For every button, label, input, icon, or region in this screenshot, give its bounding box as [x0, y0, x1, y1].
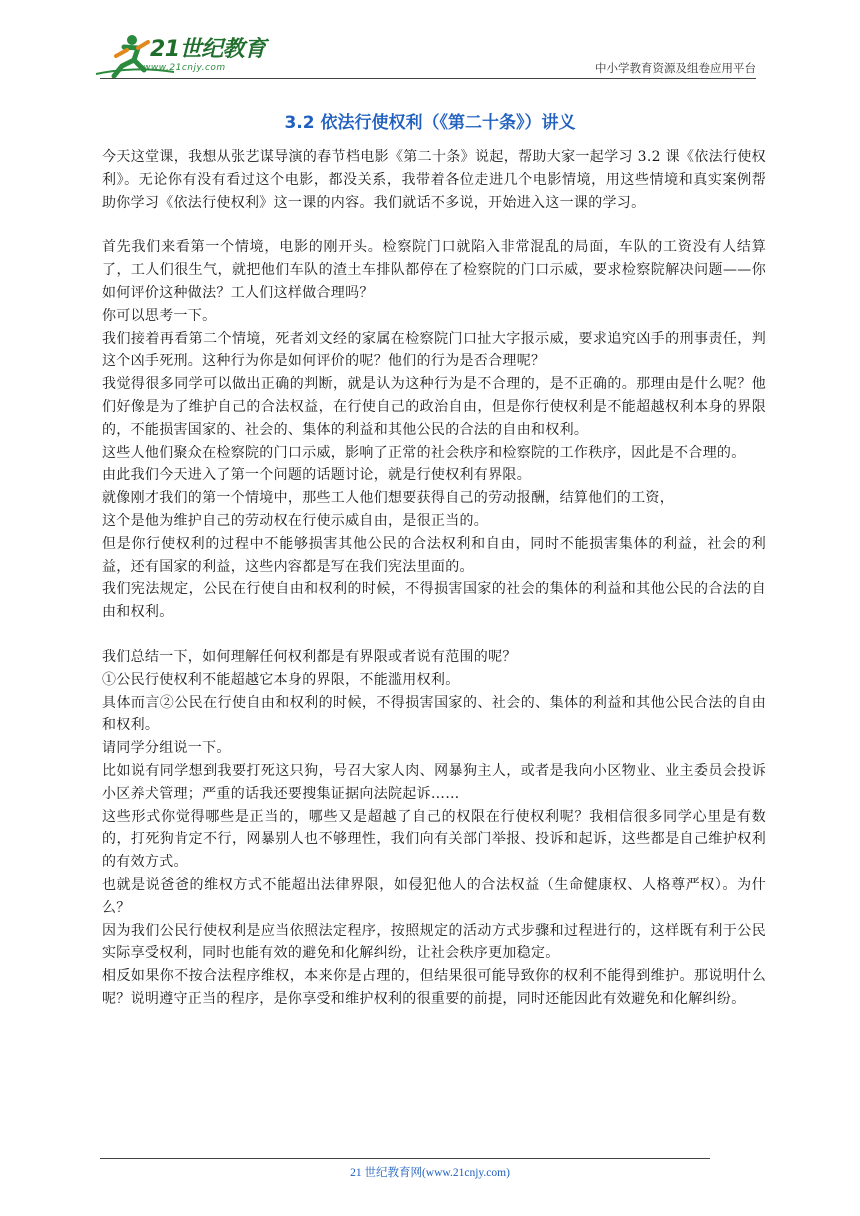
paragraph: 也就是说爸爸的维权方式不能超出法律界限，如侵犯他人的合法权益（生命健康权、人格尊严权）。为什么？: [102, 876, 766, 916]
paragraph: 这些人他们聚众在检察院的门口示威，影响了正常的社会秩序和检察院的工作秩序，因此是不合理的。: [102, 444, 746, 461]
paragraph: 比如说有同学想到我要打死这只狗，号召大家人肉、网暴狗主人，或者是我向小区物业、业主委员会投诉小区养犬管理；严重的话我还要搜集证据向法院起诉……: [102, 762, 766, 802]
paragraph: 我觉得很多同学可以做出正确的判断，就是认为这种行为是不合理的，是不正确的。那理由是什么呢？他们好像是为了维护自己的合法权益，在行使自己的政治自由，但是你行使权利是不能超越权利本身的界限的，不能损害国家的、社会的、集体的利益和其他公民的合法的自由和权利。: [102, 376, 766, 438]
paragraph: 我们总结一下，如何理解任何权利都是有界限或者说有范围的呢？: [102, 648, 517, 665]
document-title: 3.2 依法行使权利（《第二十条》）讲义: [284, 113, 576, 133]
logo-url: www.21cnjy.com: [143, 63, 226, 73]
paragraph: 就像刚才我们的第一个情境中，那些工人他们想要获得自己的劳动报酬，结算他们的工资，: [102, 490, 674, 507]
paragraph: 这些形式你觉得哪些是正当的，哪些又是超越了自己的权限在行使权利呢？我相信很多同学心里是有数的，打死狗肯定不行，网暴别人也不够理性，我们向有关部门举报、投诉和起诉，这些都是自己维护权利的有效方式。: [102, 808, 766, 871]
page-footer: 21 世纪教育网(www.21cnjy.com): [350, 1167, 510, 1179]
paragraph: 因为我们公民行使权利是应当依照法定程序，按照规定的活动方式步骤和过程进行的，这样既有利于公民实际享受权利，同时也能有效的避免和化解纠纷，让社会秩序更加稳定。: [102, 922, 766, 962]
paragraph: 这个是他为维护自己的劳动权在行使示威自由，是很正当的。: [102, 512, 489, 529]
paragraph: 我们宪法规定，公民在行使自由和权利的时候，不得损害国家的社会的集体的利益和其他公民的合法的自由和权利。: [102, 581, 766, 621]
paragraph: 我们接着再看第二个情境，死者刘文经的家属在检察院门口扯大字报示威，要求追究凶手的刑事责任，判这个凶手死刑。这种行为你是如何评价的呢？他们的行为是否合理呢？: [102, 330, 766, 370]
header-divider: [100, 78, 756, 79]
paragraph: 具体而言②公民在行使自由和权利的时候，不得损害国家的、社会的、集体的利益和其他公民合法的自由和权利。: [102, 694, 766, 734]
paragraph-gap: [102, 214, 766, 236]
logo-wordmark: 21世纪教育: [150, 37, 266, 62]
paragraph: 但是你行使权利的过程中不能够损害其他公民的合法权利和自由，同时不能损害集体的利益，社会的利益，还有国家的利益，这些内容都是写在我们宪法里面的。: [102, 535, 766, 575]
paragraph: 首先我们来看第一个情境，电影的刚开头。检察院门口就陷入非常混乱的局面，车队的工资没有人结算了，工人们很生气，就把他们车队的渣土车排队都停在了检察院的门口示威，要求检察院解决问题——你如何评价这种做法？工人们这样做合理吗？: [102, 239, 766, 301]
platform-name: 中小学教育资源及组卷应用平台: [595, 61, 756, 75]
paragraph: ①公民行使权利不能超越它本身的界限，不能滥用权利。: [102, 671, 460, 688]
paragraph: 由此我们今天进入了第一个问题的话题讨论，就是行使权利有界限。: [102, 467, 531, 484]
paragraph: 请同学分组说一下。: [102, 740, 231, 757]
paragraph-intro: 今天这堂课，我想从张艺谋导演的春节档电影《第二十条》说起，帮助大家一起学习 3.2 课《依法行使权利》。无论你有没有看过这个电影，都没关系，我带着各位走进几个电影情境，用这些情境和真实案例帮助你学习《依法行使权利》这一课的内容。我们就话不多说，开始进入这一课的学习。: [102, 149, 766, 211]
paragraph-gap: [102, 624, 766, 646]
page-header: [0, 0, 860, 90]
paragraph: 你可以思考一下。: [102, 307, 217, 324]
footer-divider: [100, 1158, 710, 1159]
document-body: [102, 146, 766, 1011]
paragraph: 相反如果你不按合法程序维权，本来你是占理的，但结果很可能导致你的权利不能得到维护。那说明什么呢？说明遵守正当的程序，是你享受和维护权利的很重要的前提，同时还能因此有效避免和化解纠纷。: [102, 968, 766, 1007]
